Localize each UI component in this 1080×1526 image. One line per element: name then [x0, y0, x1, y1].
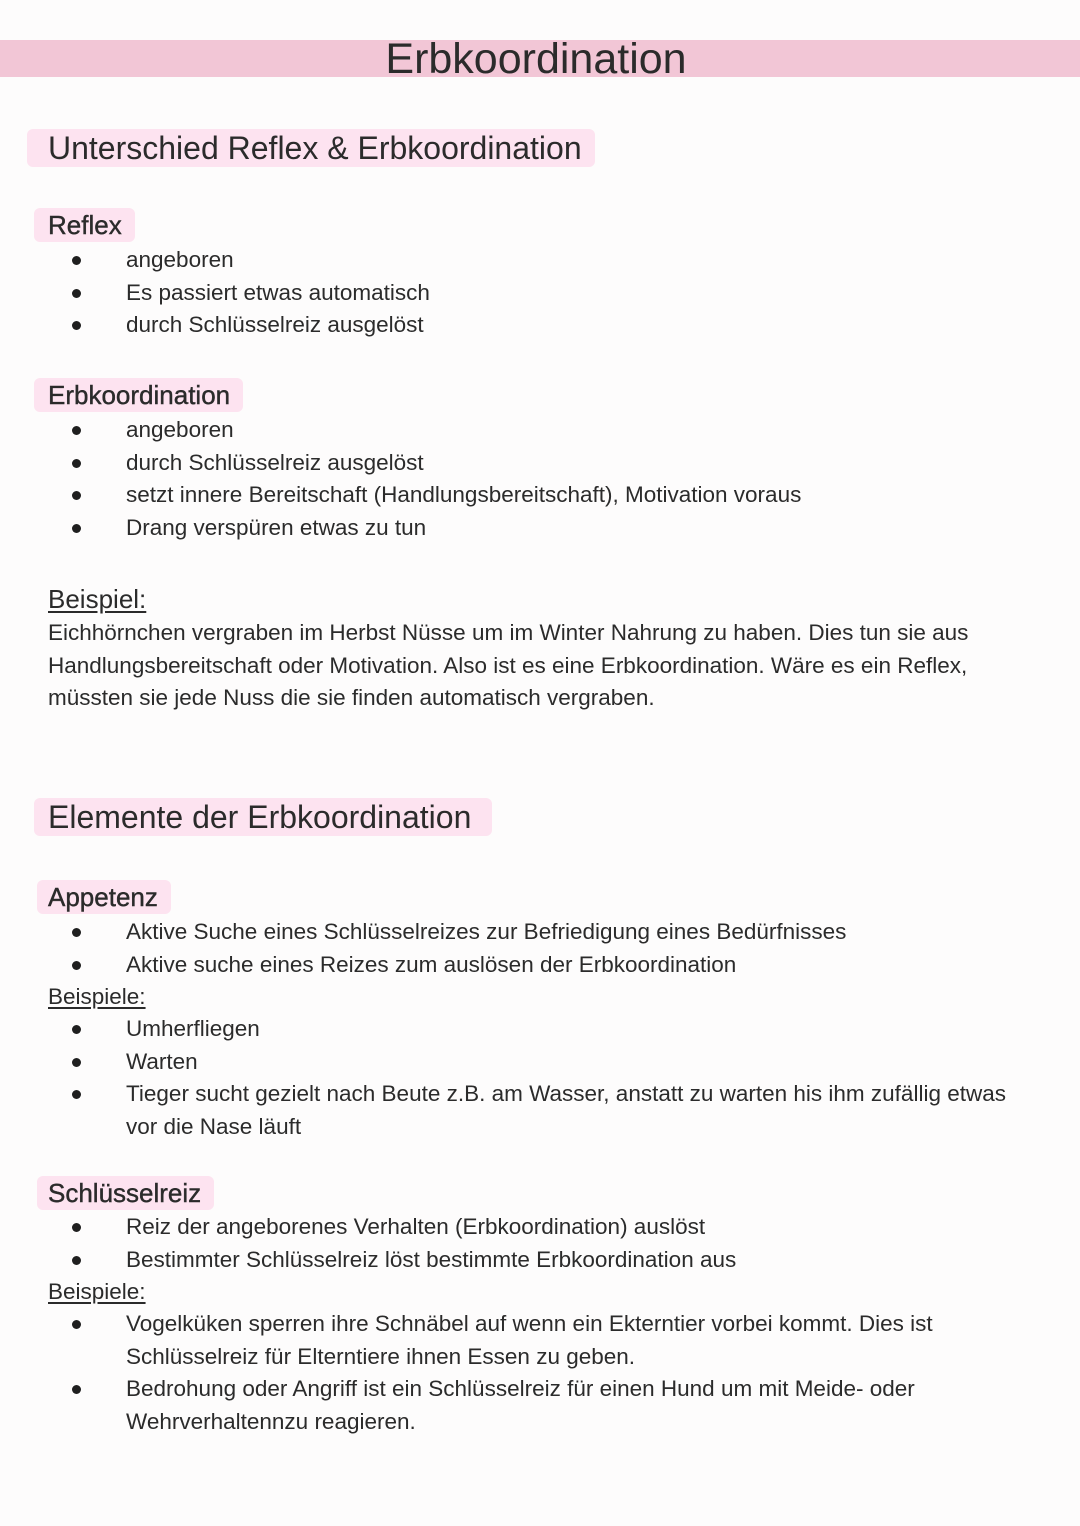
section-heading-unterschied: Unterschied Reflex & Erbkoordination — [27, 129, 595, 167]
bullet-icon — [72, 1256, 81, 1265]
list-item: Tieger sucht gezielt nach Beute z.B. am Wasser, anstatt zu warten his ihm zufällig etwas vor die Nase läuft — [0, 1078, 1006, 1143]
bullet-icon — [72, 1223, 81, 1232]
list-item: durch Schlüsselreiz ausgelöst — [0, 447, 1006, 480]
example-label: Beispiel: — [48, 584, 147, 614]
example-paragraph — [48, 617, 1038, 715]
bullet-icon — [72, 524, 81, 533]
subheading-schluesselreiz: Schlüsselreiz — [37, 1176, 214, 1210]
schluesselreiz-examples-list — [0, 1308, 1080, 1438]
list-item: Drang verspüren etwas zu tun — [0, 512, 1006, 545]
subheading-reflex: Reflex — [34, 208, 135, 242]
list-item: Umherfliegen — [0, 1013, 1006, 1046]
list-item: Aktive Suche eines Schlüsselreizes zur Befriedigung eines Bedürfnisses — [0, 916, 1006, 949]
list-item: Reiz der angeborenes Verhalten (Erbkoordination) auslöst — [0, 1211, 1006, 1244]
bullet-icon — [72, 321, 81, 330]
appetenz-examples-list — [0, 1013, 1080, 1143]
schluesselreiz-list — [0, 1211, 1080, 1276]
subheading-appetenz: Appetenz — [37, 880, 171, 914]
list-item: Warten — [0, 1046, 1006, 1079]
section-heading-elemente: Elemente der Erbkoordination — [34, 798, 492, 836]
list-item: angeboren — [0, 414, 1006, 447]
erbkoordination-list — [0, 414, 1080, 544]
bullet-icon — [72, 1025, 81, 1034]
example-line: Handlungsbereitschaft oder Motivation. Also ist es eine Erbkoordination. Wäre es ein Reflex, — [48, 652, 968, 678]
subheading-erbkoordination: Erbkoordination — [34, 378, 243, 412]
bullet-icon — [72, 459, 81, 468]
list-item: Aktive suche eines Reizes zum auslösen der Erbkoordination — [0, 949, 1006, 982]
reflex-list — [0, 244, 1080, 342]
bullet-icon — [72, 1090, 81, 1099]
bullet-icon — [72, 961, 81, 970]
bullet-icon — [72, 256, 81, 265]
schluesselreiz-examples-label: Beispiele: — [48, 1279, 146, 1304]
list-item: Es passiert etwas automatisch — [0, 277, 1006, 310]
example-line: Eichhörnchen vergraben im Herbst Nüsse um im Winter Nahrung zu haben. Dies tun sie aus — [48, 620, 969, 645]
list-item: angeboren — [0, 244, 1006, 277]
appetenz-examples-label: Beispiele: — [48, 984, 146, 1009]
bullet-icon — [72, 289, 81, 298]
list-item: setzt innere Bereitschaft (Handlungsbereitschaft), Motivation voraus — [0, 479, 1006, 512]
bullet-icon — [72, 1385, 81, 1394]
list-item: durch Schlüsselreiz ausgelöst — [0, 309, 1006, 342]
page-title: Erbkoordination — [385, 35, 687, 83]
bullet-icon — [72, 1058, 81, 1067]
appetenz-list — [0, 916, 1080, 981]
list-item: Bedrohung oder Angriff ist ein Schlüsselreiz für einen Hund um mit Meide- oder Wehrverhaltennzu reagieren. — [0, 1373, 1006, 1438]
bullet-icon — [72, 1320, 81, 1329]
example-line: müssten sie jede Nuss die sie finden automatisch vergraben. — [48, 685, 655, 710]
bullet-icon — [72, 426, 81, 435]
bullet-icon — [72, 928, 81, 937]
list-item: Bestimmter Schlüsselreiz löst bestimmte Erbkoordination aus — [0, 1244, 1006, 1277]
bullet-icon — [72, 491, 81, 500]
list-item: Vogelküken sperren ihre Schnäbel auf wenn ein Ekterntier vorbei kommt. Dies ist Schlüsselreiz für Elterntiere ihnen Essen zu geben. — [0, 1308, 1006, 1373]
